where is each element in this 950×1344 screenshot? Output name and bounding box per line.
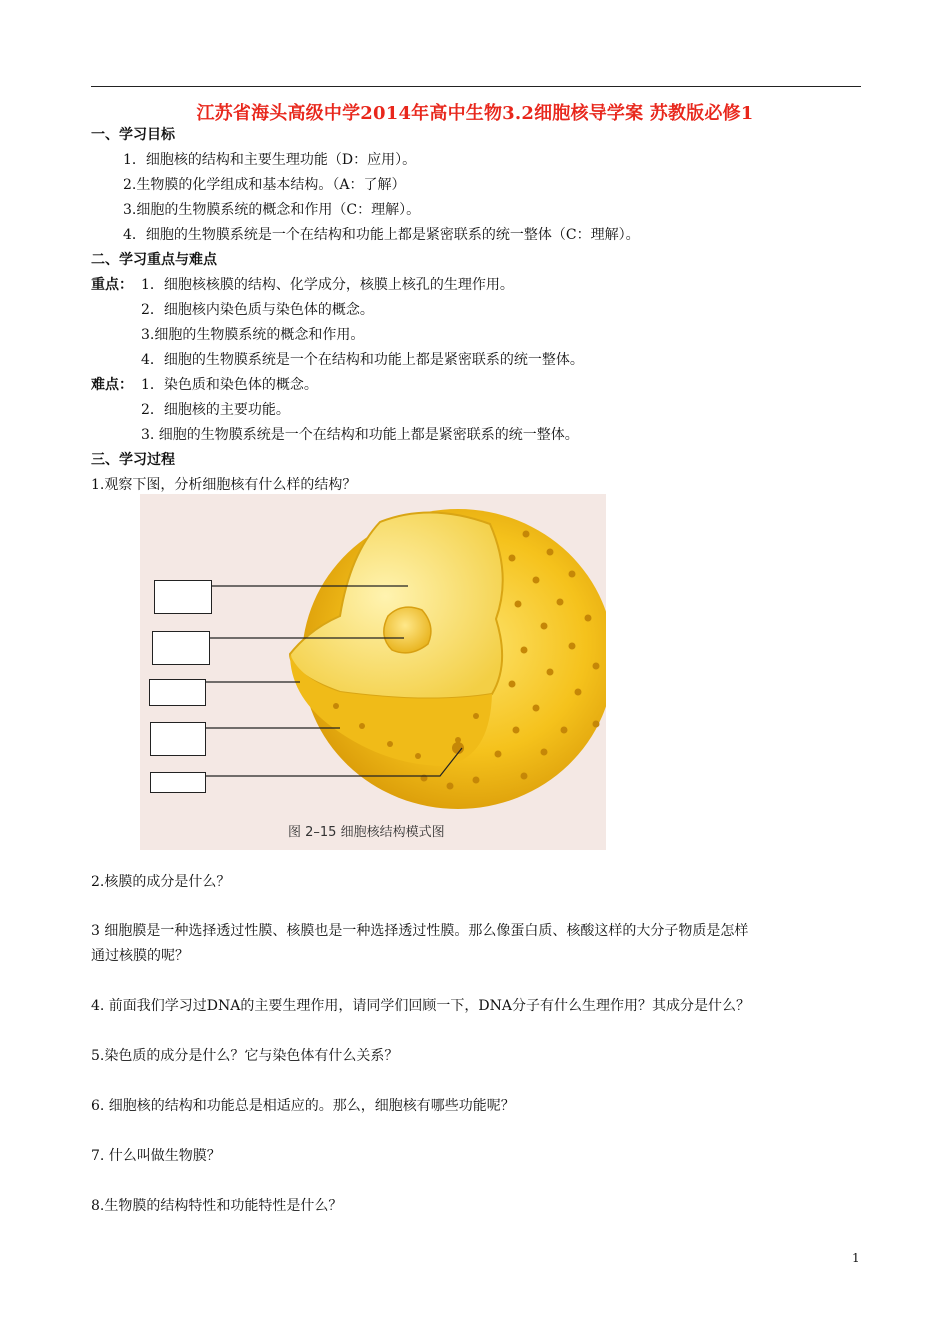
question-3-line-2: 通过核膜的呢？	[91, 948, 189, 964]
question-3-line-1: 3 细胞膜是一种选择透过性膜、核膜也是一种选择透过性膜。那么像蛋白质、核酸这样的大分子物质是怎样	[91, 923, 749, 939]
question-6: 6. 细胞核的结构和功能总是相适应的。那么，细胞核有哪些功能呢？	[91, 1098, 515, 1114]
section-1-heading: 一、学习目标	[91, 127, 175, 143]
section-3-heading: 三、学习过程	[91, 452, 175, 468]
label-blank-4[interactable]	[150, 722, 206, 756]
question-7: 7. 什么叫做生物膜？	[91, 1148, 221, 1164]
label-blank-5[interactable]	[150, 772, 206, 793]
key-points-label: 重点：	[91, 277, 133, 293]
objective-4: 4．细胞的生物膜系统是一个在结构和功能上都是紧密联系的统一整体（C：理解）。	[123, 227, 640, 243]
nucleus-illustration	[140, 494, 606, 850]
section-2-heading: 二、学习重点与难点	[91, 252, 217, 268]
difficult-point-2: 2．细胞核的主要功能。	[141, 402, 290, 418]
page-number: 1	[852, 1251, 860, 1265]
question-1: 1.观察下图，分析细胞核有什么样的结构？	[91, 477, 357, 493]
key-point-1: 1．细胞核核膜的结构、化学成分，核膜上核孔的生理作用。	[141, 277, 514, 293]
question-4: 4. 前面我们学习过DNA的主要生理作用，请同学们回顾一下，DNA分子有什么生理作用？其成分是什么？	[91, 998, 750, 1014]
question-2: 2.核膜的成分是什么？	[91, 874, 231, 890]
key-point-3: 3.细胞的生物膜系统的概念和作用。	[141, 327, 365, 343]
label-blank-1[interactable]	[154, 580, 212, 614]
top-rule	[91, 86, 861, 87]
document-title: 江苏省海头高级中学2014年高中生物3.2细胞核导学案 苏教版必修1	[196, 103, 754, 124]
label-blank-3[interactable]	[149, 679, 206, 706]
objective-3: 3.细胞的生物膜系统的概念和作用（C：理解）。	[123, 202, 421, 218]
label-blank-2[interactable]	[152, 631, 210, 665]
difficult-points-label: 难点：	[91, 377, 133, 393]
question-8: 8.生物膜的结构特性和功能特性是什么？	[91, 1198, 343, 1214]
objective-1: 1．细胞核的结构和主要生理功能（D：应用）。	[123, 152, 417, 168]
question-5: 5.染色质的成分是什么？它与染色体有什么关系？	[91, 1048, 399, 1064]
difficult-point-1: 1．染色质和染色体的概念。	[141, 377, 318, 393]
objective-2: 2.生物膜的化学组成和基本结构。（A：了解）	[123, 177, 406, 193]
nucleus-structure-figure	[140, 494, 606, 850]
difficult-point-3: 3. 细胞的生物膜系统是一个在结构和功能上都是紧密联系的统一整体。	[141, 427, 579, 443]
figure-caption: 图 2–15 细胞核结构模式图	[288, 825, 445, 840]
key-point-2: 2．细胞核内染色质与染色体的概念。	[141, 302, 374, 318]
key-point-4: 4．细胞的生物膜系统是一个在结构和功能上都是紧密联系的统一整体。	[141, 352, 584, 368]
